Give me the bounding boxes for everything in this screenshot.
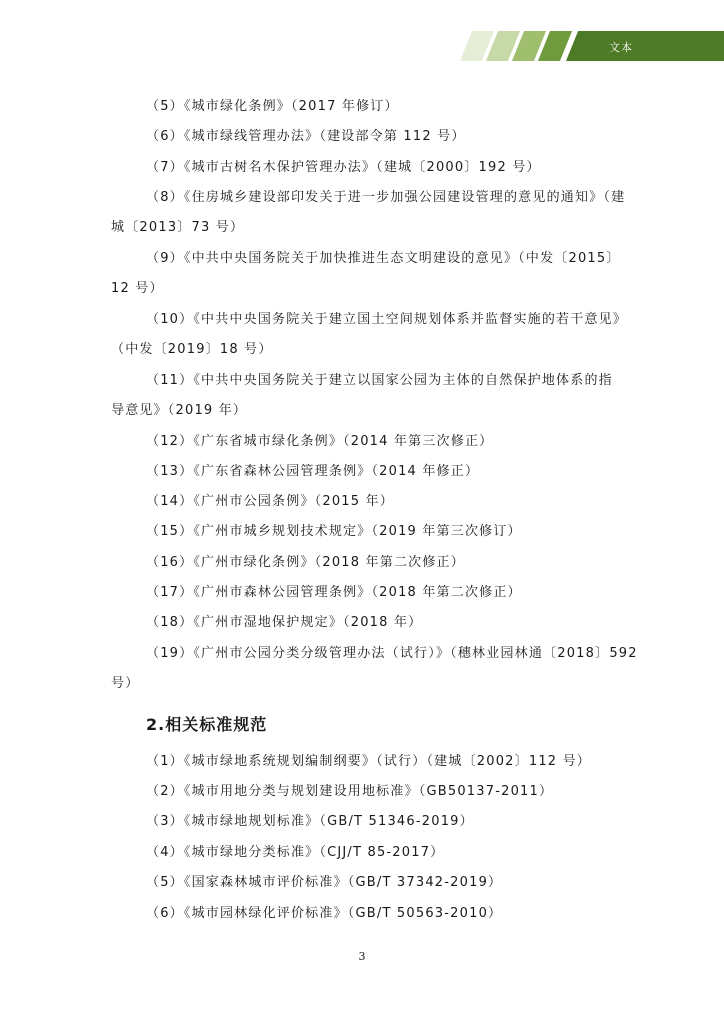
standard-item: （5）《国家森林城市评价标准》（GB/T 37342-2019） bbox=[146, 875, 503, 890]
law-item: （10）《中共中央国务院关于建立国土空间规划体系并监督实施的若干意见》 bbox=[146, 312, 628, 327]
law-item: （13）《广东省森林公园管理条例》（2014 年修正） bbox=[146, 464, 480, 479]
page-number: 3 bbox=[358, 950, 366, 963]
law-item: （14）《广州市公园条例》（2015 年） bbox=[146, 494, 394, 509]
standard-item: （1）《城市绿地系统规划编制纲要》（试行）（建城〔2002〕112 号） bbox=[146, 754, 592, 769]
law-item: （6）《城市绿线管理办法》（建设部令第 112 号） bbox=[146, 129, 466, 144]
standard-item: （4）《城市绿地分类标准》（CJJ/T 85-2017） bbox=[146, 845, 445, 860]
header-label: 文本 bbox=[609, 41, 633, 54]
law-item-continuation: 城〔2013〕73 号） bbox=[111, 220, 245, 235]
header-label-block bbox=[566, 31, 724, 61]
standard-item: （2）《城市用地分类与规划建设用地标准》（GB50137-2011） bbox=[146, 784, 554, 799]
standard-item: （6）《城市园林绿化评价标准》（GB/T 50563-2010） bbox=[146, 906, 503, 921]
law-item: （17）《广州市森林公园管理条例》（2018 年第二次修正） bbox=[146, 585, 522, 600]
law-item-continuation: 号） bbox=[111, 676, 140, 691]
law-item: （7）《城市古树名木保护管理办法》（建城〔2000〕192 号） bbox=[146, 160, 541, 175]
law-item: （5）《城市绿化条例》（2017 年修订） bbox=[146, 99, 399, 114]
law-item: （12）《广东省城市绿化条例》（2014 年第三次修正） bbox=[146, 434, 494, 449]
law-item-continuation: 导意见》（2019 年） bbox=[111, 403, 248, 418]
law-item: （8）《住房城乡建设部印发关于进一步加强公园建设管理的意见的通知》（建 bbox=[146, 190, 626, 205]
header-banner bbox=[0, 31, 724, 61]
law-item: （18）《广州市湿地保护规定》（2018 年） bbox=[146, 615, 423, 630]
law-item-continuation: （中发〔2019〕18 号） bbox=[111, 342, 273, 357]
standard-item: （3）《城市绿地规划标准》（GB/T 51346-2019） bbox=[146, 814, 474, 829]
law-item: （15）《广州市城乡规划技术规定》（2019 年第三次修订） bbox=[146, 524, 522, 539]
law-item: （16）《广州市绿化条例》（2018 年第二次修正） bbox=[146, 555, 465, 570]
law-item: （11）《中共中央国务院关于建立以国家公园为主体的自然保护地体系的指 bbox=[146, 373, 613, 388]
law-item: （19）《广州市公园分类分级管理办法（试行）》（穗林业园林通〔2018〕592 bbox=[146, 646, 638, 661]
section-heading: 2.相关标准规范 bbox=[146, 715, 268, 734]
law-item-continuation: 12 号） bbox=[111, 281, 164, 296]
law-item: （9）《中共中央国务院关于加快推进生态文明建设的意见》（中发〔2015〕 bbox=[146, 251, 621, 266]
